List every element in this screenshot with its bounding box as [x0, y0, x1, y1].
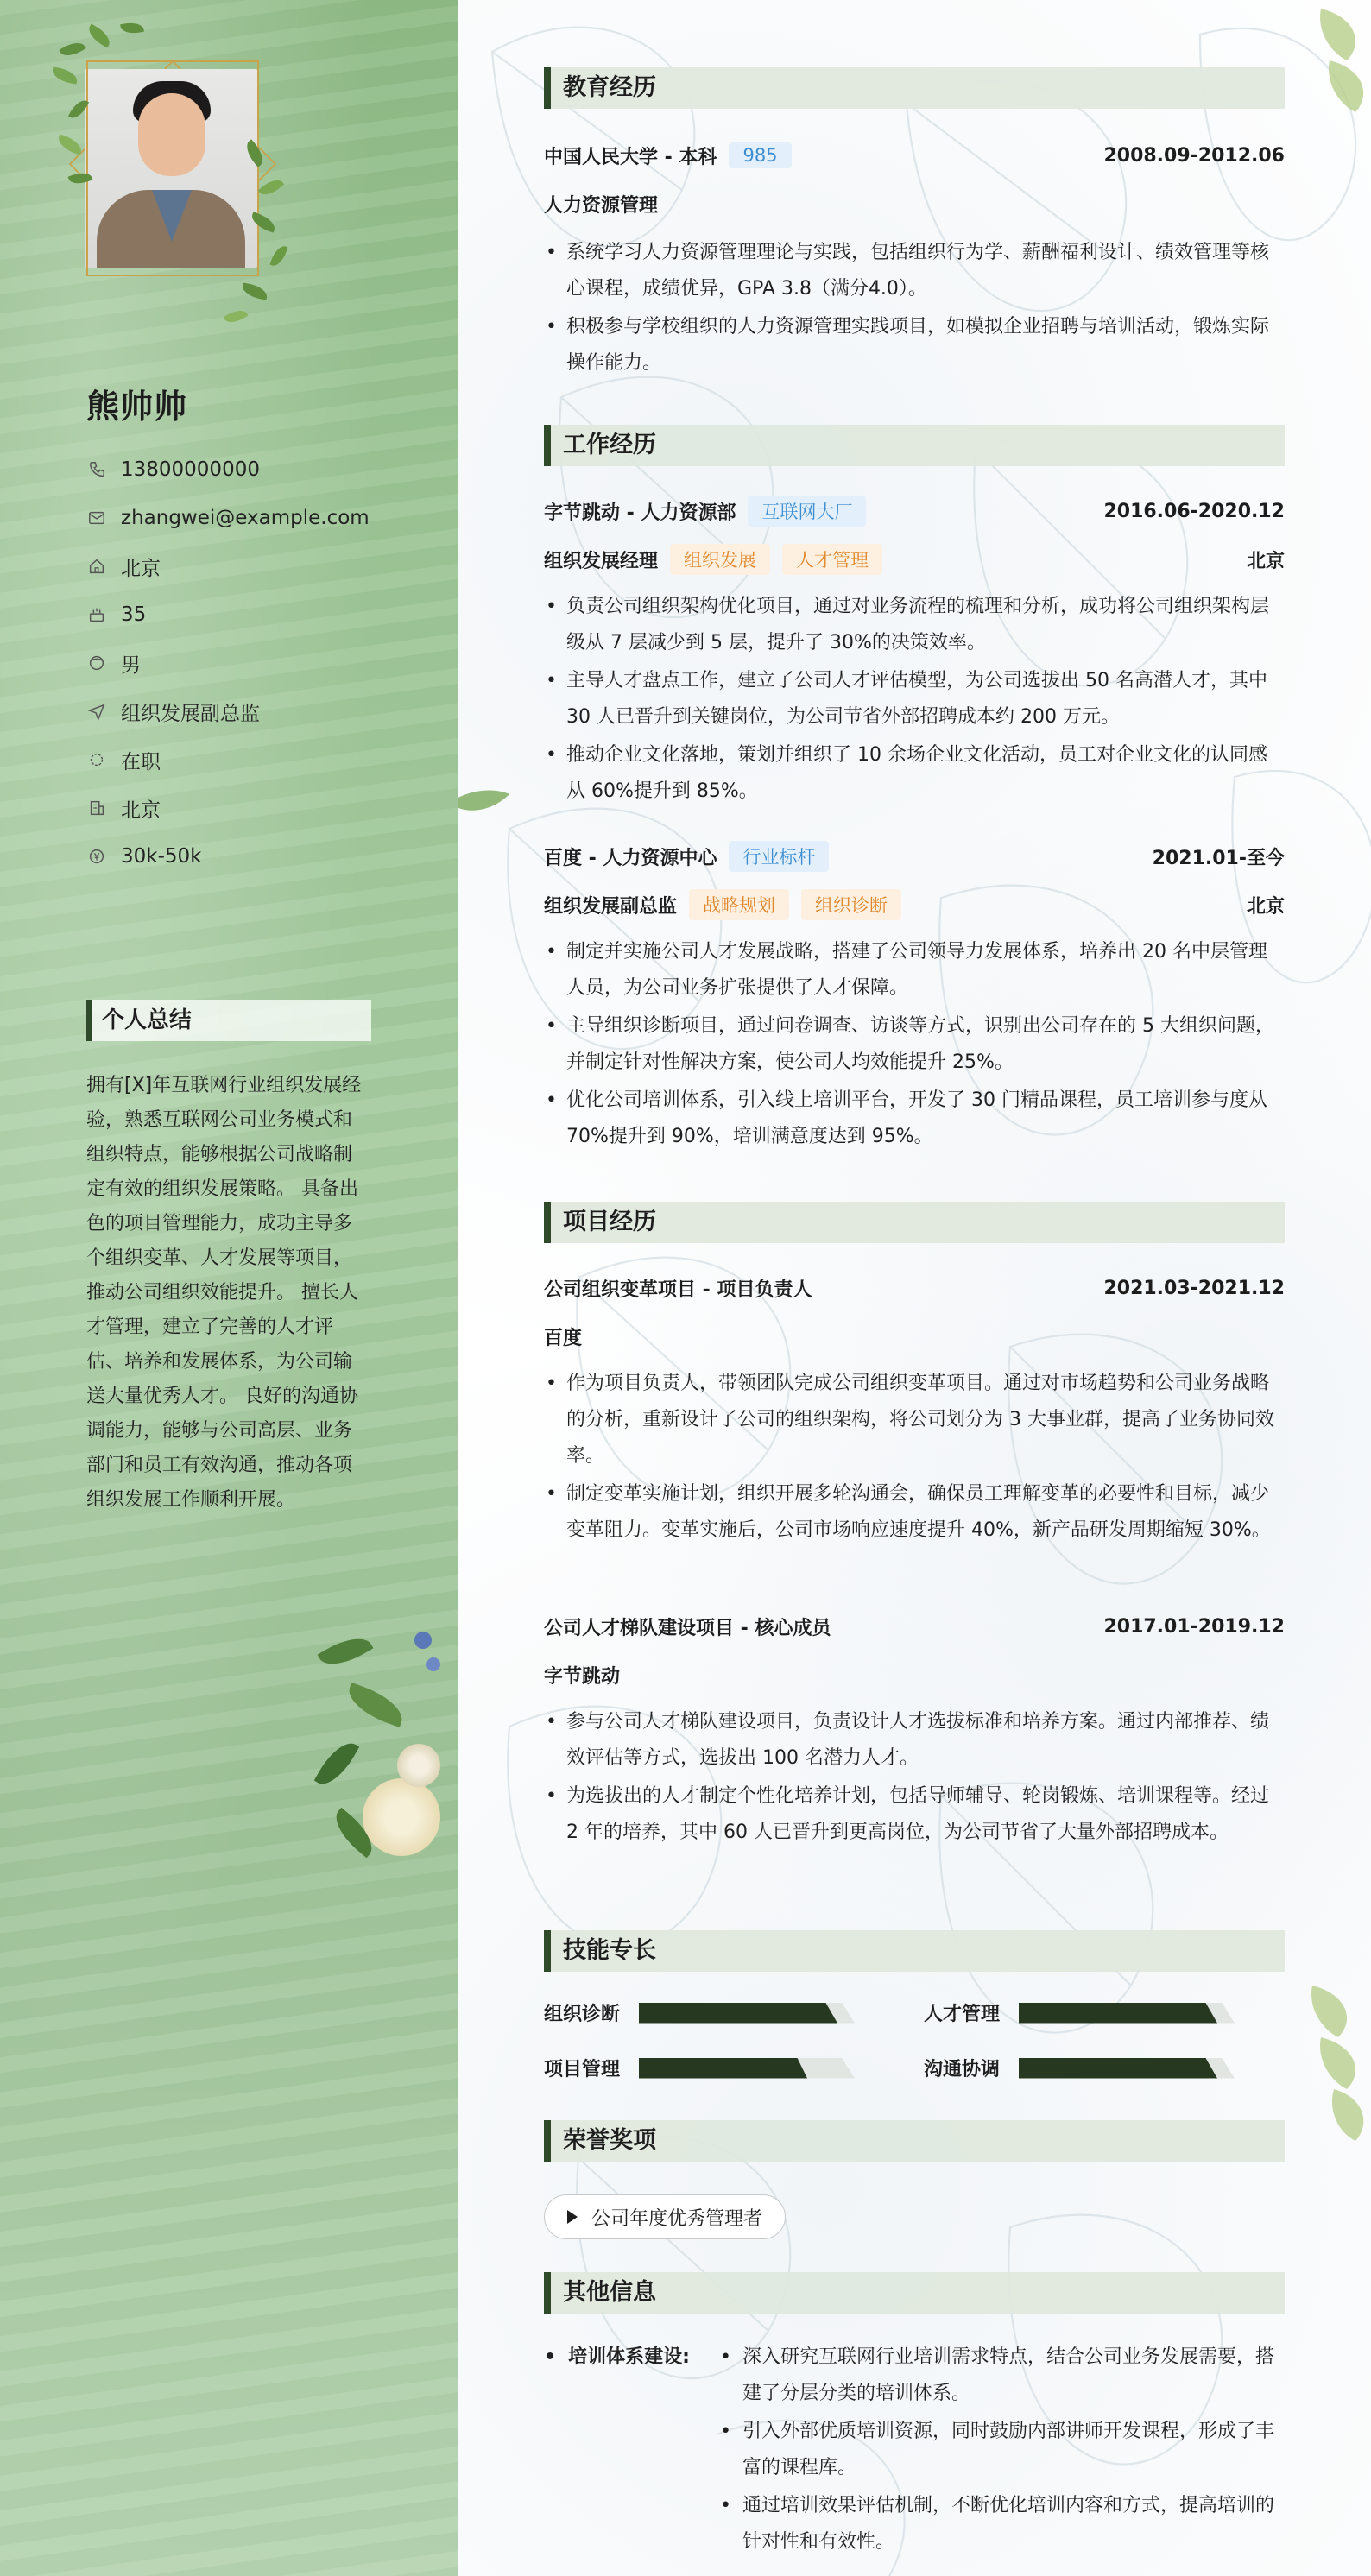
job-badge: 互联网大厂 — [748, 496, 866, 527]
job-city: 北京 — [1246, 550, 1285, 572]
skill-item: 组织诊断 — [544, 1999, 855, 2026]
list-item: • 主导组织诊断项目，通过问卷调查、访谈等方式，识别出公司存在的 5 大组织问题，并制定针对性解决方案，使公司人均效能提升 25%。 — [544, 1008, 1285, 1081]
project-header — [544, 1609, 1285, 1644]
gender-icon — [86, 653, 107, 673]
skill-bar — [639, 2058, 855, 2079]
job-company: 字节跳动 - 人力资源部 — [544, 502, 736, 524]
list-item: • 制定变革实施计划，组织开展多轮沟通会，确保员工理解变革的必要性和目标，减少变革阻力。变革实施后，公司市场响应速度提升 40%，新产品研发周期缩短 30%。 — [544, 1476, 1285, 1549]
skill-item: 项目管理 — [544, 2055, 855, 2081]
project-header — [544, 1271, 1285, 1305]
skill-bar-fill — [639, 2003, 837, 2024]
list-item: • 作为项目负责人，带领团队完成公司组织变革项目。通过对市场趋势和公司业务战略的分析，重新设计了公司的组织架构，将公司划分为 3 大事业群，提高了业务协同效率。 — [544, 1366, 1285, 1474]
skill-bar — [639, 2003, 855, 2024]
job-header — [544, 494, 1285, 528]
list-item: • 积极参与学校组织的人力资源管理实践项目，如模拟企业招聘与培训活动，锻炼实际操作能力。 — [544, 309, 1285, 382]
job-tag: 组织诊断 — [801, 889, 901, 920]
cake-icon — [86, 604, 107, 625]
main-content — [458, 0, 1371, 2576]
job-city: 北京 — [1246, 895, 1285, 918]
project-bullets — [544, 1366, 1285, 1550]
education-bullets — [544, 235, 1285, 383]
project-dates: 2017.01-2019.12 — [1103, 1615, 1285, 1638]
project-name: 公司人才梯队建设项目 - 核心成员 — [544, 1617, 831, 1639]
info-location: 北京 — [86, 542, 370, 590]
list-item: • 负责公司组织架构优化项目，通过对业务流程的梳理和分析，成功将公司组织架构层级从 7 层减少到 5 层，提升了 30%的决策效率。 — [544, 589, 1285, 661]
job-role-row — [544, 542, 1285, 577]
info-target-position: 组织发展副总监 — [86, 687, 370, 736]
list-item: • 主导人才盘点工作，建立了公司人才评估模型，为公司选拔出 50 名高潜人才，其中 30 人已晋升到关键岗位，为公司节省外部招聘成本约 200 万元。 — [544, 663, 1285, 736]
project-bullets — [544, 1704, 1285, 1853]
skill-bar — [1019, 2058, 1235, 2079]
education-dates: 2008.09-2012.06 — [1103, 144, 1285, 167]
info-salary: 30k-50k — [86, 832, 370, 881]
projects-title: 项目经历 — [544, 1202, 1285, 1243]
list-item: • 引入外部优质培训资源，同时鼓励内部讲师开发课程，形成了丰富的课程库。 — [715, 2414, 1285, 2486]
project-dates: 2021.03-2021.12 — [1103, 1277, 1285, 1299]
job-badge: 行业标杆 — [729, 841, 829, 872]
list-item: • 深入研究互联网行业培训需求特点，结合公司业务发展需要，搭建了分层分类的培训体系。 — [715, 2339, 1285, 2412]
summary-title: 个人总结 — [86, 1000, 371, 1041]
education-header — [544, 138, 1285, 173]
job-tag: 组织发展 — [670, 544, 770, 575]
project-org: 百度 — [544, 1327, 583, 1349]
candidate-name: 熊帅帅 — [86, 388, 188, 426]
info-target-city: 北京 — [86, 784, 370, 832]
job-role-row — [544, 887, 1285, 922]
skill-bar — [1019, 2003, 1235, 2024]
honors-title: 荣誉奖项 — [544, 2120, 1285, 2162]
mail-icon — [86, 508, 107, 528]
skill-item: 人才管理 — [924, 1999, 1235, 2026]
info-age: 35 — [86, 590, 370, 639]
job-bullets — [544, 589, 1285, 811]
education-badge: 985 — [729, 142, 791, 168]
project-org: 字节跳动 — [544, 1665, 621, 1688]
other-title: 其他信息 — [544, 2272, 1285, 2314]
project-name: 公司组织变革项目 - 项目负责人 — [544, 1279, 812, 1301]
profile-photo-frame — [52, 26, 294, 328]
list-item: • 推动企业文化落地，策划并组织了 10 余场企业文化活动，员工对企业文化的认同感从 60%提升到 85%。 — [544, 737, 1285, 810]
building-icon — [86, 798, 107, 818]
phone-icon — [86, 459, 107, 480]
work-title: 工作经历 — [544, 425, 1285, 466]
summary-text: 拥有[X]年互联网行业组织发展经验，熟悉互联网公司业务模式和组织特点，能够根据公司战略制定有效的组织发展策略。 具备出色的项目管理能力，成功主导多个组织变革、人才发展等项目，推动公司组织效能提升。 擅长人才管理，建立了完善的人才评估、培养和发展体系，为公司输送大量优秀人才。 良好的沟通协调能力，能够与公司高层、业务部门和员工有效沟通，推动各项组织发展工作顺利开展。 — [86, 1075, 362, 1511]
leaf-decoration — [59, 38, 85, 60]
list-item: • 系统学习人力资源管理理论与实践，包括组织行为学、薪酬福利设计、绩效管理等核心课程，成绩优异，GPA 3.8（满分4.0）。 — [544, 235, 1285, 307]
play-icon — [567, 2210, 578, 2224]
education-school: 中国人民大学 - 本科 — [544, 146, 717, 168]
job-tag: 战略规划 — [689, 889, 789, 920]
home-icon — [86, 556, 107, 577]
info-status: 在职 — [86, 736, 370, 784]
other-bullets — [715, 2339, 1285, 2562]
send-icon — [86, 701, 107, 722]
status-icon — [86, 749, 107, 770]
job-dates: 2016.06-2020.12 — [1103, 500, 1285, 522]
list-item: • 优化公司培训体系，引入线上培训平台，开发了 30 门精品课程，员工培训参与度从 70%提升到 90%，培训满意度达到 95%。 — [544, 1083, 1285, 1155]
job-tag: 人才管理 — [782, 544, 882, 575]
education-title: 教育经历 — [544, 67, 1285, 109]
job-role: 组织发展经理 — [544, 550, 659, 572]
contact-info — [86, 445, 370, 881]
info-email: zhangwei@example.com — [86, 494, 370, 542]
list-item: • 通过培训效果评估机制，不断优化培训内容和方式，提高培训的针对性和有效性。 — [715, 2488, 1285, 2560]
award-badge: 公司年度优秀管理者 — [544, 2194, 786, 2239]
sidebar — [0, 0, 458, 2576]
skills-title: 技能专长 — [544, 1930, 1285, 1972]
skill-bar-fill — [639, 2058, 807, 2079]
flower-decoration — [311, 1606, 458, 1882]
skill-item: 沟通协调 — [924, 2055, 1235, 2081]
education-major: 人力资源管理 — [544, 194, 659, 217]
job-dates: 2021.01-至今 — [1152, 847, 1285, 869]
job-header — [544, 839, 1285, 874]
other-lead: • 培训体系建设: — [544, 2339, 690, 2376]
job-bullets — [544, 934, 1285, 1157]
info-gender: 男 — [86, 639, 370, 687]
list-item: • 制定并实施公司人才发展战略，搭建了公司领导力发展体系，培养出 20 名中层管理人员，为公司业务扩张提供了人才保障。 — [544, 934, 1285, 1007]
list-item: • 参与公司人才梯队建设项目，负责设计人才选拔标准和培养方案。通过内部推荐、绩效评估等方式，选拔出 100 名潜力人才。 — [544, 1704, 1285, 1777]
skill-bar-fill — [1019, 2003, 1217, 2024]
job-company: 百度 - 人力资源中心 — [544, 847, 717, 869]
job-role: 组织发展副总监 — [544, 895, 678, 918]
money-icon — [86, 846, 107, 867]
info-phone: 13800000000 — [86, 445, 370, 494]
list-item: • 为选拔出的人才制定个性化培养计划，包括导师辅导、轮岗锻炼、培训课程等。经过 2 年的培养，其中 60 人已晋升到更高岗位，为公司节省了大量外部招聘成本。 — [544, 1778, 1285, 1851]
skill-bar-fill — [1019, 2058, 1217, 2079]
